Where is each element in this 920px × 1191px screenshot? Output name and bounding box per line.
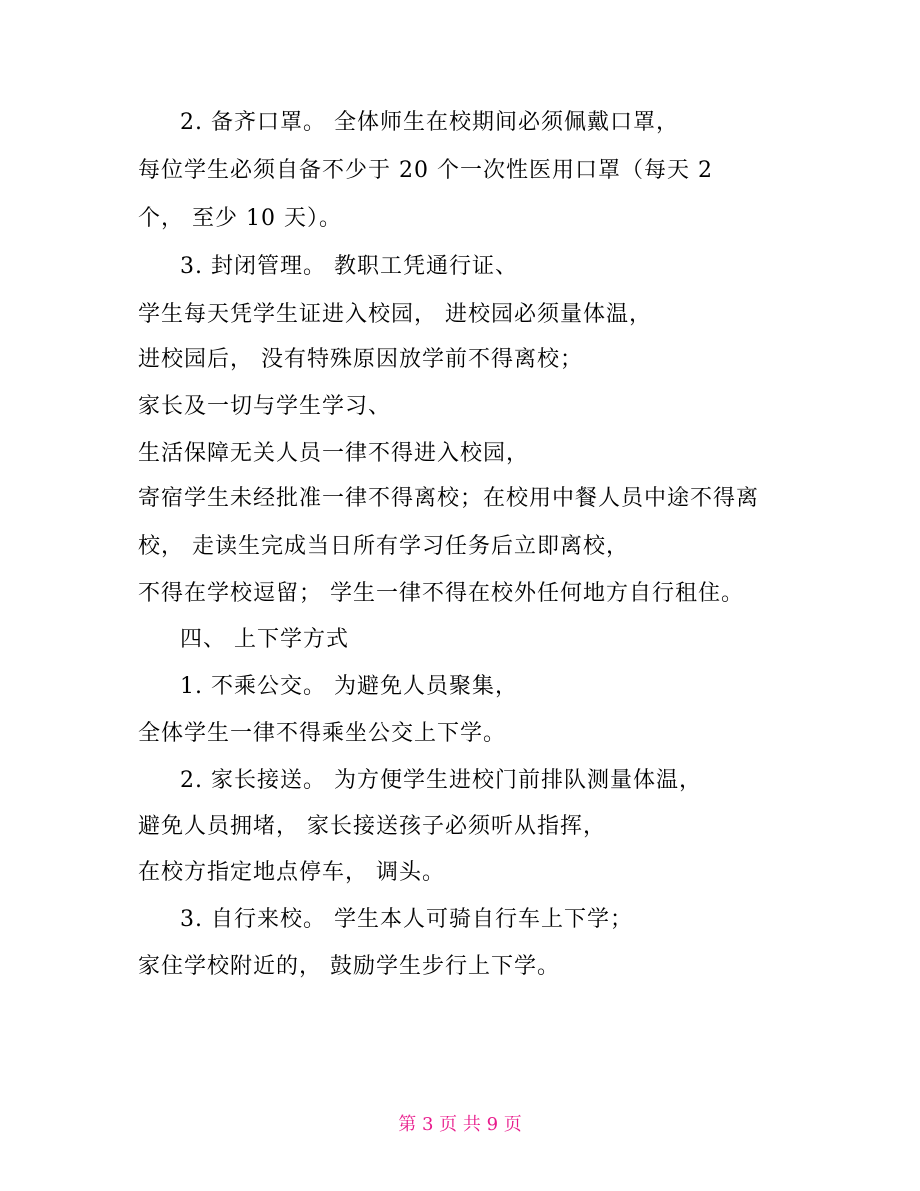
paragraph-line: 进校园后， 没有特殊原因放学前不得离校；	[138, 347, 583, 372]
page-footer: 第 3 页 共 9 页	[398, 1114, 522, 1135]
paragraph-line: 1. 不乘公交。 为避免人员聚集，	[180, 674, 518, 699]
paragraph-line: 每位学生必须自备不少于 20 个一次性医用口罩（每天 2	[138, 158, 713, 183]
paragraph-line: 寄宿学生未经批准一律不得离校；在校用中餐人员中途不得离	[138, 486, 760, 511]
paragraph-line: 3. 封闭管理。 教职工凭通行证、	[180, 254, 518, 279]
paragraph-line: 个， 至少 10 天）。	[138, 206, 342, 231]
paragraph-line: 3. 自行来校。 学生本人可骑自行车上下学；	[180, 907, 633, 932]
paragraph-line: 校， 走读生完成当日所有学习任务后立即离校，	[138, 534, 629, 559]
paragraph-line: 学生每天凭学生证进入校园， 进校园必须量体温，	[138, 302, 652, 327]
paragraph-line: 生活保障无关人员一律不得进入校园，	[138, 441, 530, 466]
paragraph-line: 2. 备齐口罩。 全体师生在校期间必须佩戴口罩，	[180, 110, 679, 135]
paragraph-line: 在校方指定地点停车， 调头。	[138, 860, 445, 885]
paragraph-line: 家长及一切与学生学习、	[138, 394, 392, 419]
section-heading: 四、 上下学方式	[180, 627, 349, 652]
paragraph-line: 避免人员拥堵， 家长接送孩子必须听从指挥，	[138, 814, 606, 839]
paragraph-line: 不得在学校逗留； 学生一律不得在校外任何地方自行租住。	[138, 581, 744, 606]
paragraph-line: 全体学生一律不得乘坐公交上下学。	[138, 721, 507, 746]
paragraph-line: 家住学校附近的， 鼓励学生步行上下学。	[138, 954, 560, 979]
paragraph-line: 2. 家长接送。 为方便学生进校门前排队测量体温，	[180, 768, 702, 793]
